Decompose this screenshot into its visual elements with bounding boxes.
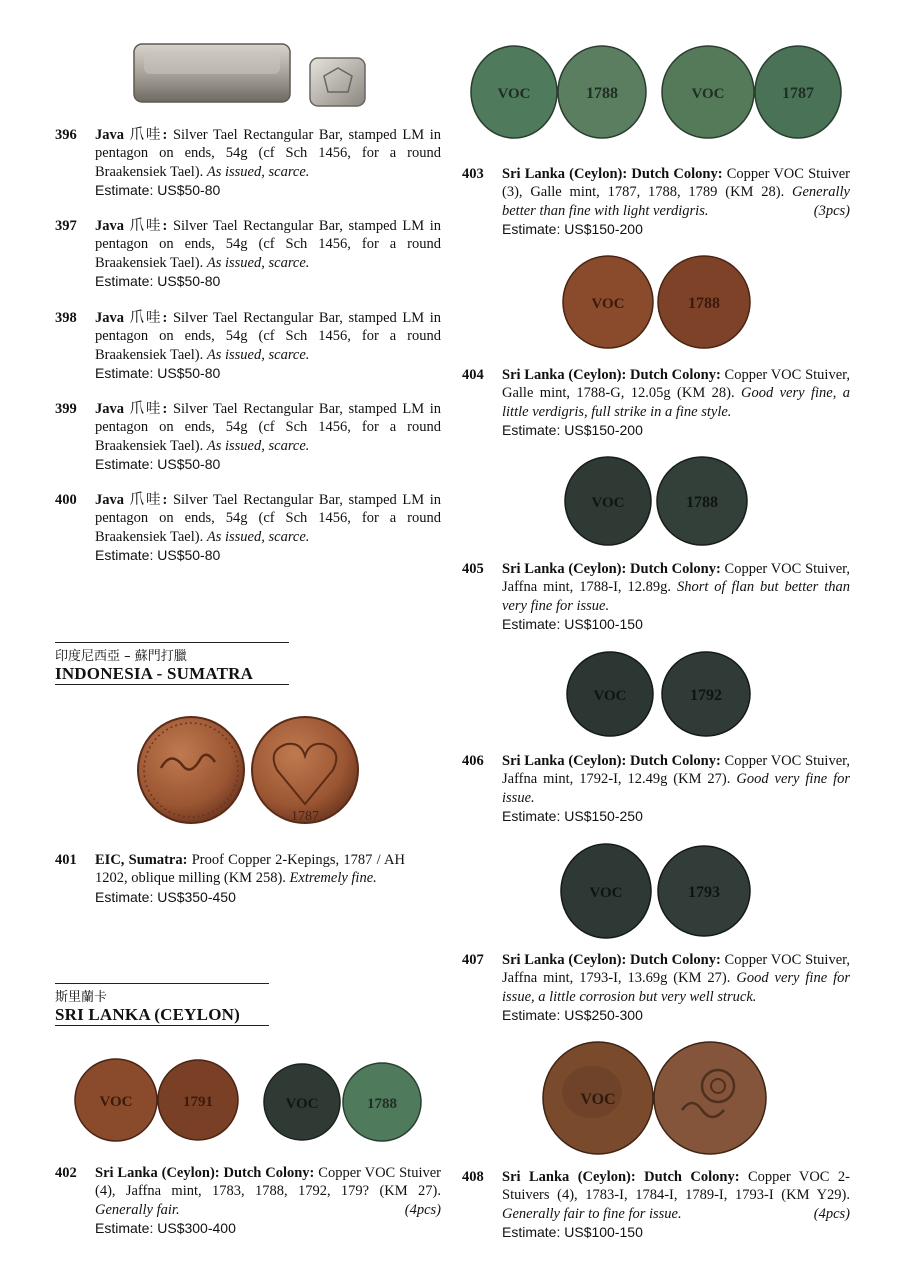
lot-title: Sri Lanka (Ceylon): Dutch Colony: <box>502 561 721 577</box>
lot-title: Sri Lanka (Ceylon): Dutch Colony: <box>95 1165 315 1181</box>
lot-title: Java <box>95 127 124 143</box>
coin-date: 1791 <box>183 1094 213 1110</box>
lot-title: Sri Lanka (Ceylon): Dutch Colony: <box>502 1169 740 1185</box>
coin-reverse <box>654 1042 766 1154</box>
section-rule <box>55 642 289 643</box>
lot-estimate: Estimate: US$50-80 <box>95 365 221 382</box>
section-chinese-title: 斯里蘭卡 <box>55 990 108 1005</box>
lot-description: Silver Tael Rectangular Bar, stamped LM in pentagon on ends, 54g (cf Sch 1456, for a round Braakensiek Tael). <box>95 401 442 454</box>
lot-number: 406 <box>462 753 484 769</box>
lot-description: Copper VOC Stuiver, Galle mint, 1788-G, 12.05g (KM 28). <box>502 367 851 402</box>
coin-mark: VOC <box>99 1094 133 1110</box>
lot-piece-count: (3pcs) <box>813 202 850 219</box>
coin-date: 1787 <box>291 809 319 824</box>
lot-estimate: Estimate: US$250-300 <box>502 1007 643 1024</box>
lot-title: Sri Lanka (Ceylon): Dutch Colony: <box>502 166 723 182</box>
coin-mark: VOC <box>497 86 531 102</box>
lot-number: 402 <box>55 1165 77 1181</box>
bar-side <box>134 44 290 102</box>
coin-date: 1788 <box>686 494 718 511</box>
lot-estimate: Estimate: US$50-80 <box>95 273 221 290</box>
section-header-indonesia-sumatra <box>55 642 289 685</box>
lot-estimate: Estimate: US$150-200 <box>502 422 643 439</box>
lot-chinese-name: 爪哇 <box>129 492 163 508</box>
lot-chinese-name: 爪哇 <box>129 310 163 326</box>
coin-obverse <box>543 1042 653 1154</box>
lot-chinese-name: 爪哇 <box>129 218 163 234</box>
lot-estimate: Estimate: US$100-150 <box>502 1224 643 1241</box>
lot-title: Sri Lanka (Ceylon): Dutch Colony: <box>502 753 721 769</box>
coin-reverse <box>662 652 750 736</box>
lot-title: EIC, Sumatra: <box>95 852 188 868</box>
lot-estimate: Estimate: US$50-80 <box>95 547 221 564</box>
coin-date: 1788 <box>688 295 720 312</box>
lot-condition: As issued, scarce. <box>206 528 310 545</box>
coin-reverse <box>343 1063 421 1141</box>
coin-image-403 <box>470 42 845 142</box>
coin-date: 1792 <box>690 687 722 704</box>
coin-reverse <box>657 457 747 545</box>
lot-condition: Good very fine, a little verdigris, full strike in a fine style. <box>502 385 851 420</box>
section-title: INDONESIA - SUMATRA <box>55 664 254 683</box>
coin-mark: VOC <box>591 495 625 511</box>
lot-number: 397 <box>55 218 77 234</box>
lot-number: 405 <box>462 561 484 577</box>
lot-condition: As issued, scarce. <box>206 346 310 363</box>
coin-mark: VOC <box>691 86 725 102</box>
lot-title: Java <box>95 310 124 326</box>
coin-mark: VOC <box>580 1091 616 1108</box>
lot-description: Copper VOC 2-Stuivers (4), 1783-I, 1784-I, 1789-I, 1793-I (KM Y29). <box>502 1169 850 1204</box>
lot-number: 400 <box>55 492 77 508</box>
lot-condition: Short of flan but better than very fine for issue. <box>502 579 851 614</box>
lot-number: 396 <box>55 127 77 143</box>
coin-image-408 <box>542 1040 768 1156</box>
lot-estimate: Estimate: US$350-450 <box>95 888 236 905</box>
lot-number: 407 <box>462 952 484 968</box>
coin-date: 1787 <box>782 85 814 102</box>
section-header-sri-lanka <box>55 983 269 1026</box>
lot-description: Copper VOC Stuiver, Jaffna mint, 1792-I, 12.49g (KM 27). <box>502 753 851 788</box>
lot-condition: As issued, scarce. <box>206 437 310 454</box>
coin-mark: VOC <box>593 688 627 704</box>
lot-estimate: Estimate: US$100-150 <box>502 616 643 633</box>
coin-image-405 <box>564 455 749 547</box>
lot-condition: Extremely fine. <box>289 870 377 887</box>
lot-condition: As issued, scarce. <box>206 163 310 180</box>
coin-image-401 <box>135 712 365 830</box>
section-chinese-title: 印度尼西亞 – 蘇門打臘 <box>55 649 187 664</box>
lot-title: Java <box>95 401 124 417</box>
coin-reverse <box>158 1060 238 1140</box>
lot-estimate: Estimate: US$50-80 <box>95 182 221 199</box>
coin-obverse <box>563 256 653 348</box>
coin-reverse <box>755 46 841 138</box>
lot-title: Sri Lanka (Ceylon): Dutch Colony: <box>502 952 721 968</box>
coin-obverse <box>567 652 653 736</box>
lot-estimate: Estimate: US$50-80 <box>95 456 221 473</box>
coin-image-402 <box>74 1056 426 1146</box>
lot-estimate: Estimate: US$150-250 <box>502 808 643 825</box>
lot-chinese-name: 爪哇 <box>129 127 163 143</box>
lot-description: Copper VOC Stuiver (4), Jaffna mint, 1783, 1788, 1792, 179? (KM 27). <box>95 1165 441 1200</box>
lot-description: Silver Tael Rectangular Bar, stamped LM in pentagon on ends, 54g (cf Sch 1456, for a round Braakensiek Tael). <box>95 492 442 545</box>
coin-date: 1788 <box>586 85 618 102</box>
lot-chinese-name: 爪哇 <box>129 401 163 417</box>
lot-description: Copper VOC Stuiver (3), Galle mint, 1787, 1788, 1789 (KM 28). <box>502 166 850 201</box>
lot-title: Java <box>95 492 124 508</box>
lot-condition: As issued, scarce. <box>206 254 310 271</box>
coin-mark: VOC <box>591 296 625 312</box>
lot-description: Proof Copper 2-Kepings, 1787 / AH 1202, oblique milling (KM 258). <box>95 852 405 887</box>
lot-estimate: Estimate: US$150-200 <box>502 221 643 238</box>
lot-number: 408 <box>462 1169 484 1185</box>
lot-condition: Good very fine for issue. <box>502 771 851 806</box>
lot-piece-count: (4pcs) <box>813 1205 850 1222</box>
section-rule <box>55 983 269 984</box>
lot-description: Silver Tael Rectangular Bar, stamped LM in pentagon on ends, 54g (cf Sch 1456, for a round Braakensiek Tael). <box>95 218 442 271</box>
coin-obverse <box>75 1059 157 1141</box>
coin-obverse <box>662 46 754 138</box>
coin-obverse <box>561 844 651 938</box>
lot-title: Sri Lanka (Ceylon): Dutch Colony: <box>502 367 721 383</box>
coin-reverse <box>658 256 750 348</box>
coin-reverse <box>252 717 358 824</box>
coin-mark: VOC <box>589 885 623 901</box>
lot-number: 401 <box>55 852 77 868</box>
coin-image-407 <box>560 842 752 940</box>
coin-image-406 <box>566 650 752 738</box>
lot-condition: Good very fine for issue, a little corrosion but very well struck. <box>502 970 851 1005</box>
coin-reverse <box>558 46 646 138</box>
lot-description: Silver Tael Rectangular Bar, stamped LM in pentagon on ends, 54g (cf Sch 1456, for a round Braakensiek Tael). <box>95 310 442 363</box>
coin-obverse <box>264 1064 340 1140</box>
coin-reverse <box>658 846 750 936</box>
bar-end <box>310 58 365 106</box>
lot-number: 398 <box>55 310 77 326</box>
lot-title: Java <box>95 218 124 234</box>
section-rule <box>55 684 289 685</box>
lot-estimate: Estimate: US$300-400 <box>95 1220 236 1237</box>
coin-obverse <box>565 457 651 545</box>
lot-piece-count: (4pcs) <box>404 1201 441 1218</box>
lot-condition: Generally better than fine with light verdigris. <box>502 184 850 219</box>
coin-date: 1788 <box>367 1096 397 1112</box>
lot-description: Silver Tael Rectangular Bar, stamped LM in pentagon on ends, 54g (cf Sch 1456, for a round Braakensiek Tael). <box>95 127 442 180</box>
lot-description: Copper VOC Stuiver, Jaffna mint, 1793-I, 13.69g (KM 27). <box>502 952 851 987</box>
lot-number: 403 <box>462 166 484 182</box>
coin-mark: VOC <box>285 1096 319 1112</box>
section-title: SRI LANKA (CEYLON) <box>55 1005 240 1024</box>
coin-obverse <box>471 46 557 138</box>
silver-tael-bar-image <box>130 40 370 110</box>
lot-number: 399 <box>55 401 77 417</box>
lot-condition: Generally fair. <box>95 1201 180 1218</box>
lot-condition: Generally fair to fine for issue. <box>502 1205 682 1222</box>
section-rule <box>55 1025 269 1026</box>
lot-description: Copper VOC Stuiver, Jaffna mint, 1788-I, 12.89g. <box>502 561 851 596</box>
lot-number: 404 <box>462 367 484 383</box>
coin-image-404 <box>562 255 752 350</box>
coin-obverse <box>138 717 244 823</box>
coin-date: 1793 <box>688 884 720 901</box>
